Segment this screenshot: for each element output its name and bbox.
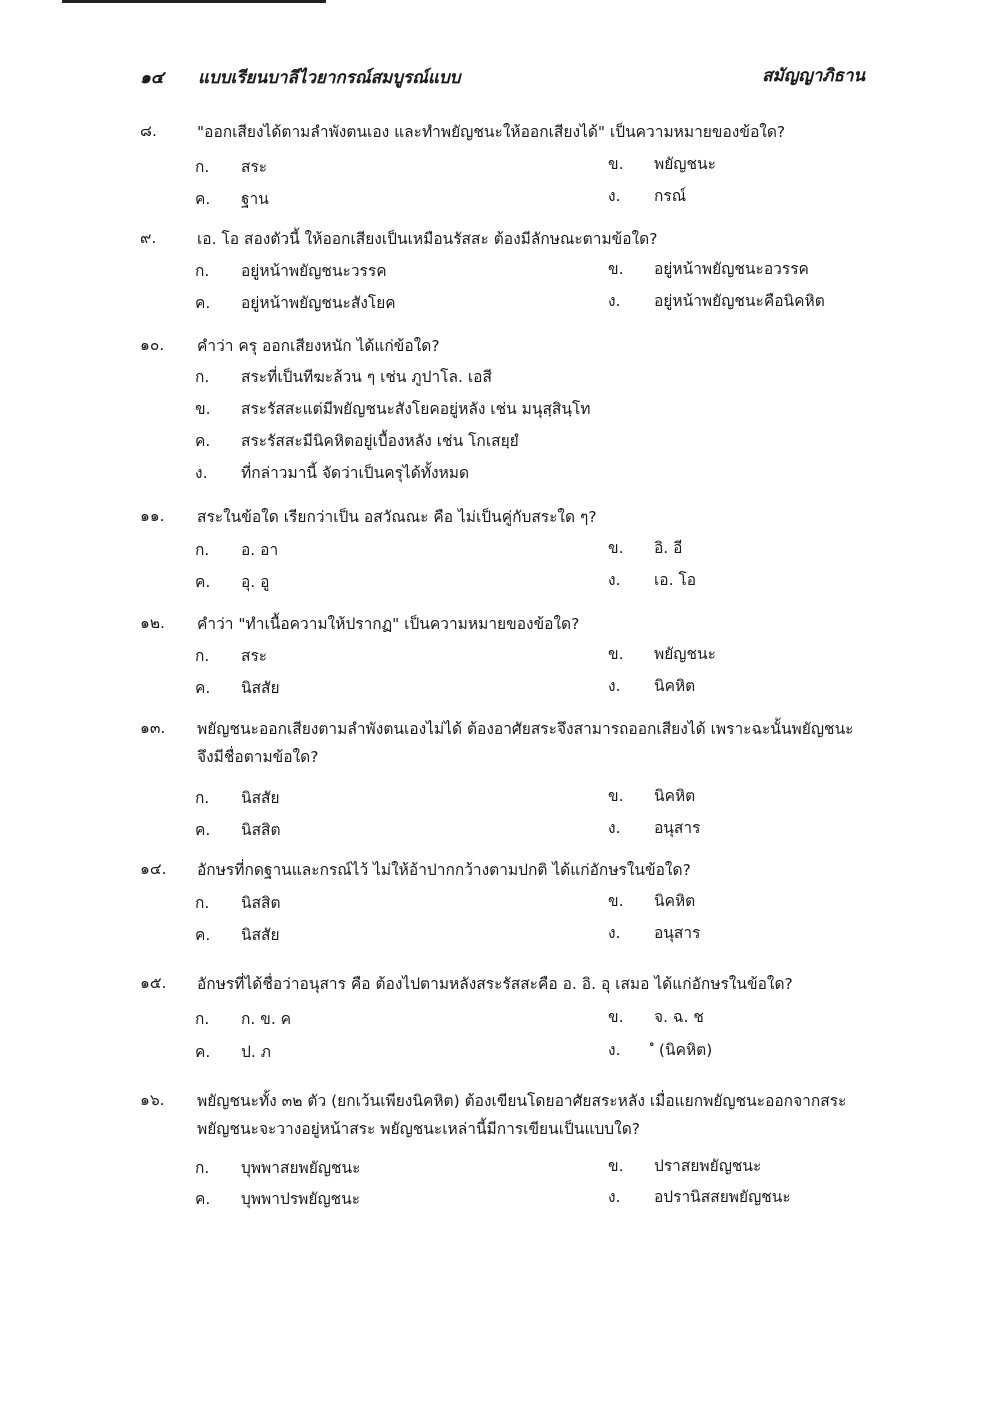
question-text: คำว่า "ทำเนื้อความให้ปรากฏ" เป็นความหมายของข้อใด? <box>197 615 580 633</box>
question-11: ๑๑. สระในข้อใด เรียกว่าเป็น อสวัณณะ คือ ไม่เป็นคู่กับสระใด ๆ? ก. อ. อา ข. อิ. อี ค. อุ. อู ง. เอ. โอ <box>140 503 875 603</box>
question-text: พยัญชนะออกเสียงตามลำพังตนเองไม่ได้ ต้องอาศัยสระจึงสามารถออกเสียงได้ เพราะฉะนั้นพยัญชนะ จึงมีชื่อตามข้อใด? <box>197 720 854 766</box>
question-text: อักษรที่ได้ชื่อว่าอนุสาร คือ ต้องไปตามหลังสระรัสสะคือ อ. อิ. อุ เสมอ ได้แก่อักษรในข้อใด? <box>197 975 793 993</box>
question-number: ๑๓. <box>140 719 166 737</box>
section-title: สมัญญาภิธาน <box>762 66 865 86</box>
question-number: ๑๖. <box>140 1091 165 1109</box>
top-rule <box>62 0 326 3</box>
question-text: สระในข้อใด เรียกว่าเป็น อสวัณณะ คือ ไม่เป็นคู่กับสระใด ๆ? <box>197 508 597 526</box>
question-text: คำว่า ครุ ออกเสียงหนัก ได้แก่ข้อใด? <box>197 337 440 355</box>
question-13: ๑๓. พยัญชนะออกเสียงตามลำพังตนเองไม่ได้ ต้องอาศัยสระจึงสามารถออกเสียงได้ เพราะฉะนั้นพยัญชนะ จึงมีชื่อตามข้อใด? ก. นิสสัย ข. นิคหิต ค. นิสสิต ง. อนุสาร <box>140 715 875 845</box>
question-8: ๘. "ออกเสียงได้ตามลำพังตนเอง และทำพยัญชนะให้ออกเสียงได้" เป็นความหมายของข้อใด? ก. สระ ข. พยัญชนะ ค. ฐาน ง. กรณ์ <box>140 118 875 218</box>
question-12: ๑๒. คำว่า "ทำเนื้อความให้ปรากฏ" เป็นความหมายของข้อใด? ก. สระ ข. พยัญชนะ ค. นิสสัย ง. นิคหิต <box>140 610 875 710</box>
question-number: ๑๒. <box>140 614 165 632</box>
question-number: ๑๔. <box>140 860 167 878</box>
question-text: เอ. โอ สองตัวนี้ ให้ออกเสียงเป็นเหมือนรัสสะ ต้องมีลักษณะตามข้อใด? <box>197 230 658 248</box>
question-10: ๑๐. คำว่า ครุ ออกเสียงหนัก ได้แก่ข้อใด? ก. สระที่เป็นทีฆะล้วน ๆ เช่น ภูปาโล. เอสี ข. สระรัสสะแต่มีพยัญชนะสังโยคอยู่หลัง เช่น มนุสฺสินฺโท ค. สระรัสสะมีนิคหิตอยู่เบื้องหลัง เช่น โกเสยฺยํ ง. ที่กล่าวมานี้ จัดว่าเป็นครุได้ทั้งหมด <box>140 332 875 492</box>
question-9: ๙. เอ. โอ สองตัวนี้ ให้ออกเสียงเป็นเหมือนรัสสะ ต้องมีลักษณะตามข้อใด? ก. อยู่หน้าพยัญชนะวรรค ข. อยู่หน้าพยัญชนะอวรรค ค. อยู่หน้าพยัญชนะสังโยค ง. อยู่หน้าพยัญชนะคือนิคหิต <box>140 225 875 325</box>
question-15: ๑๕. อักษรที่ได้ชื่อว่าอนุสาร คือ ต้องไปตามหลังสระรัสสะคือ อ. อิ. อุ เสมอ ได้แก่อักษรในข้อใด? ก. ก. ข. ค ข. จ. ฉ. ช ค. ป. ภ ง. ํ (นิคหิต) <box>140 970 875 1070</box>
question-number: ๑๐. <box>140 336 165 354</box>
page-number: ๑๔ <box>140 68 164 88</box>
book-title: แบบเรียนบาลีไวยากรณ์สมบูรณ์แบบ <box>198 68 461 88</box>
question-number: ๙. <box>140 229 157 247</box>
question-number: ๑๕. <box>140 974 167 992</box>
question-14: ๑๔. อักษรที่กดฐานและกรณ์ไว้ ไม่ให้อ้าปากกว้างตามปกติ ได้แก่อักษรในข้อใด? ก. นิสสิต ข. นิคหิต ค. นิสสัย ง. อนุสาร <box>140 856 875 956</box>
question-number: ๑๑. <box>140 507 165 525</box>
question-text: พยัญชนะทั้ง ๓๒ ตัว (ยกเว้นเพียงนิคหิต) ต้องเขียนโดยอาศัยสระหลัง เมื่อแยกพยัญชนะออกจากสระ พยัญชนะจะวางอยู่หน้าสระ พยัญชนะเหล่านี้มีการเขียนเป็นแบบใด? <box>197 1092 847 1138</box>
question-number: ๘. <box>140 122 157 140</box>
question-text: "ออกเสียงได้ตามลำพังตนเอง และทำพยัญชนะให้ออกเสียงได้" เป็นความหมายของข้อใด? <box>197 123 786 141</box>
page-header <box>140 60 865 90</box>
question-16: ๑๖. พยัญชนะทั้ง ๓๒ ตัว (ยกเว้นเพียงนิคหิต) ต้องเขียนโดยอาศัยสระหลัง เมื่อแยกพยัญชนะออกจากสระ พยัญชนะจะวางอยู่หน้าสระ พยัญชนะเหล่านี้มีการเขียนเป็นแบบใด? ก. บุพพาสยพยัญชนะ ข. ปราสยพยัญชนะ ค. บุพพาปรพยัญชนะ ง. อปรานิสสยพยัญชนะ <box>140 1087 875 1217</box>
question-text: อักษรที่กดฐานและกรณ์ไว้ ไม่ให้อ้าปากกว้างตามปกติ ได้แก่อักษรในข้อใด? <box>197 861 691 879</box>
